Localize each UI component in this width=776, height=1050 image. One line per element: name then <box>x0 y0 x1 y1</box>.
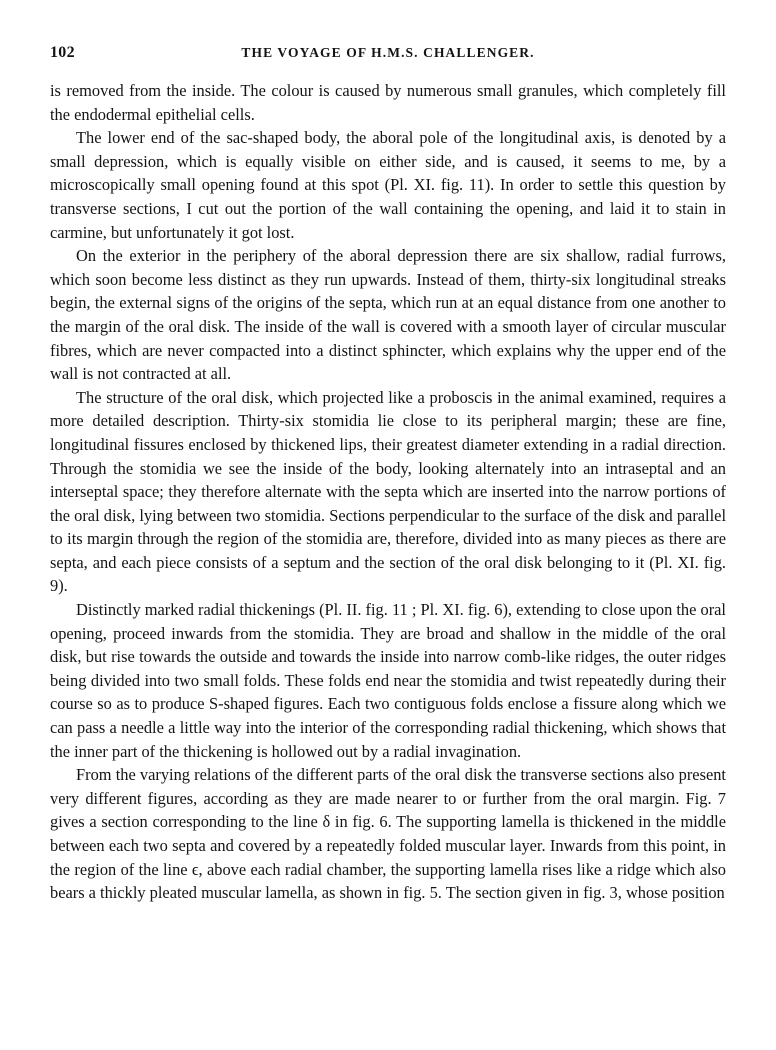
paragraph-transverse-sections: From the varying relations of the different parts of the oral disk the transverse sections also present very different figures, according as they are made nearer to or further from the oral margin. Fig. 7 gives a section corresponding to the line δ in fig. 6. The supporting lamella is thickened in the middle between each two septa and covered by a repeatedly folded muscular layer. Inwards from this point, in the region of the line ϵ, above each radial chamber, the supporting lamella rises like a ridge which also bears a thickly pleated muscular lamella, as shown in fig. 5. The section given in fig. 3, whose position <box>50 765 726 903</box>
body-text <box>50 79 726 905</box>
page-number: 102 <box>50 44 75 61</box>
paragraph-continuation: is removed from the inside. The colour is caused by numerous small granules, which completely fill the endodermal epithelial cells. <box>50 81 726 124</box>
paragraph-aboral-pole: The lower end of the sac-shaped body, the aboral pole of the longitudinal axis, is denoted by a small depression, which is equally visible on either side, and is caused, it seems to me, by a microscopically small opening found at this spot (Pl. XI. fig. 11). In order to settle this question by transverse sections, I cut out the portion of the wall containing the opening, and laid it to stain in carmine, but unfortunately it got lost. <box>50 128 726 242</box>
page-header <box>50 44 726 74</box>
document-page <box>50 0 726 905</box>
paragraph-radial-thickenings: Distinctly marked radial thickenings (Pl. II. fig. 11 ; Pl. XI. fig. 6), extending to close upon the oral opening, proceed inwards from the stomidia. They are broad and shallow in the middle of the oral disk, but rise towards the outside and towards the inside into narrow comb-like ridges, the outer ridges being divided into two small folds. These folds end near the stomidia and twist repeatedly during their course so as to produce S-shaped figures. Each two contiguous folds enclose a fissure along which we can pass a needle a little way into the interior of the corresponding radial thickening, which shows that the inner part of the thickening is hollowed out by a radial invagination. <box>50 600 726 761</box>
running-title: THE VOYAGE OF H.M.S. CHALLENGER. <box>241 45 535 60</box>
paragraph-oral-disk-structure: The structure of the oral disk, which projected like a proboscis in the animal examined, requires a more detailed description. Thirty-six stomidia lie close to its peripheral margin; these are fine, longitudinal fissures enclosed by thickened lips, their greatest diameter extending in a radial direction. Through the stomidia we see the inside of the body, looking alternately into an intraseptal and an interseptal space; they therefore alternate with the septa which are inserted into the narrow portions of the oral disk, lying between two stomidia. Sections perpendicular to the surface of the disk and parallel to its margin through the region of the stomidia are, therefore, divided into as many pieces as there are septa, and each piece consists of a septum and the section of the oral disk belonging to it (Pl. XI. fig. 9). <box>50 387 726 596</box>
paragraph-radial-furrows: On the exterior in the periphery of the aboral depression there are six shallow, radial furrows, which soon become less distinct as they run upwards. Instead of them, thirty-six longitudinal streaks begin, the external signs of the origins of the septa, which run at an equal distance from one another to the margin of the oral disk. The inside of the wall is covered with a smooth layer of circular muscular fibres, which are never compacted into a distinct sphincter, which explains why the upper end of the wall is not contracted at all. <box>50 246 726 384</box>
